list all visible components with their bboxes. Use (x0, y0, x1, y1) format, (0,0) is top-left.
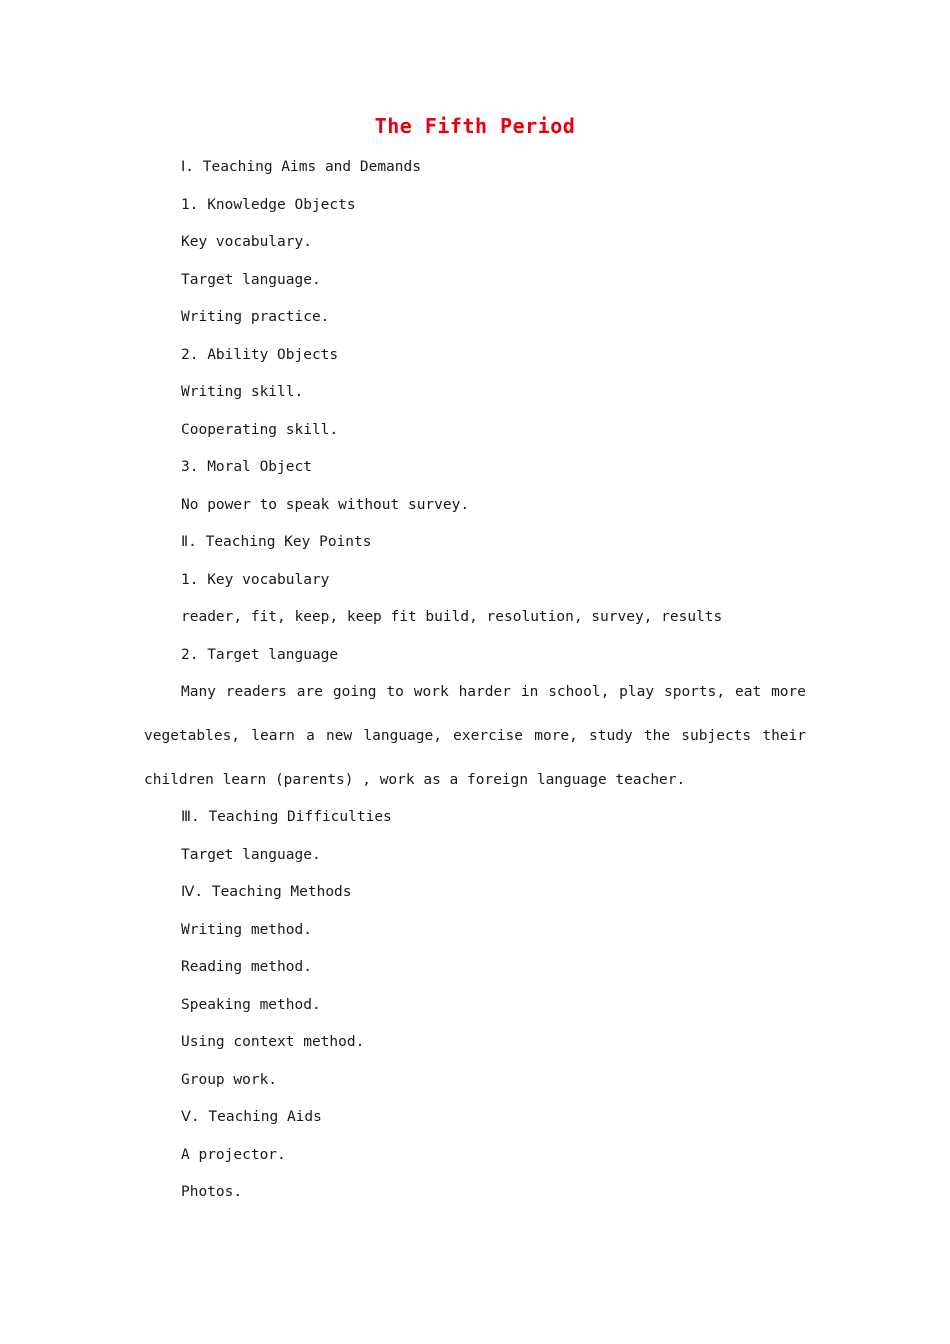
text-line: Target language. (181, 272, 321, 288)
text-line: No power to speak without survey. (181, 497, 470, 513)
text-line: Key vocabulary. (181, 234, 312, 250)
heading-teaching-aims: Ⅰ. Teaching Aims and Demands (181, 159, 421, 175)
heading-teaching-methods: Ⅳ. Teaching Methods (181, 884, 352, 900)
heading-teaching-difficulties: Ⅲ. Teaching Difficulties (181, 809, 392, 825)
subheading-key-vocabulary: 1. Key vocabulary (181, 572, 330, 588)
subheading-target-language: 2. Target language (181, 647, 339, 663)
paragraph-line: children learn (parents) , work as a foreign language teacher. (144, 772, 686, 788)
vocabulary-list: reader, fit, keep, keep fit build, resolution, survey, results (181, 609, 723, 625)
heading-teaching-key-points: Ⅱ. Teaching Key Points (181, 534, 372, 550)
text-line: A projector. (181, 1147, 286, 1163)
subheading-knowledge-objects: 1. Knowledge Objects (181, 197, 356, 213)
paragraph-line: Many readers are going to work harder in school, play sports, eat more (181, 684, 806, 700)
text-line: Target language. (181, 847, 321, 863)
text-line: Photos. (181, 1184, 243, 1200)
text-line: Writing practice. (181, 309, 330, 325)
text-line: Writing method. (181, 922, 312, 938)
paragraph-line: vegetables, learn a new language, exercise more, study the subjects their (144, 728, 806, 744)
text-line: Speaking method. (181, 997, 321, 1013)
text-line: Using context method. (181, 1034, 365, 1050)
text-line: Reading method. (181, 959, 312, 975)
text-line: Writing skill. (181, 384, 304, 400)
text-line: Cooperating skill. (181, 422, 339, 438)
subheading-moral-object: 3. Moral Object (181, 459, 312, 475)
heading-teaching-aids: Ⅴ. Teaching Aids (181, 1109, 322, 1125)
subheading-ability-objects: 2. Ability Objects (181, 347, 339, 363)
document-title: The Fifth Period (374, 114, 576, 138)
text-line: Group work. (181, 1072, 278, 1088)
